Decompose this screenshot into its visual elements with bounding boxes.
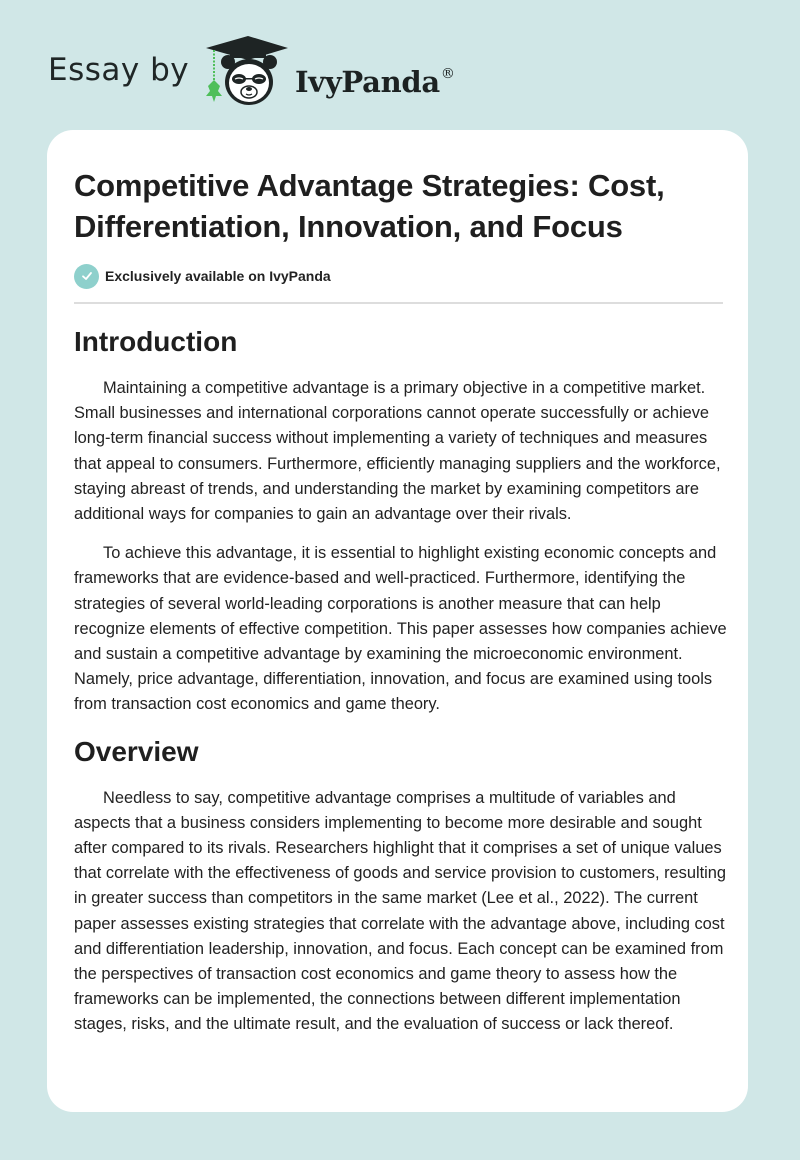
- title-divider: [74, 302, 723, 304]
- section-heading: Overview: [74, 735, 199, 767]
- article-body: [74, 322, 729, 1052]
- registered-mark: ®: [440, 66, 455, 82]
- essay-by-label: Essay by: [48, 52, 190, 88]
- section-heading: Introduction: [74, 326, 238, 357]
- section-introduction: [74, 322, 729, 718]
- panda-graduation-cap-icon[interactable]: [200, 36, 292, 108]
- paragraph: To achieve this advantage, it is essential to highlight existing economic concepts and frameworks that are evidence-based and well-practiced. Furthermore, identifying the strategies of several world-leading corporations is another measure that can help recognize elements of effective competition. This paper assesses how companies achieve and sustain a competitive advantage by examining the microeconomic environment. Namely, price advantage, differentiation, innovation, and focus are examined using tools from transaction cost economics and game theory.: [74, 544, 727, 714]
- exclusive-badge: [74, 263, 331, 289]
- paragraph: Needless to say, competitive advantage comprises a multitude of variables and aspects that a business considers implementing to become more desirable and sought after compared to its rivals. Researchers highlight that it comprises a set of unique values that correlate with the effectiveness of goods and service provision to customers, resulting in greater success than competitors in the same market (Lee et al., 2022). The current paper assesses existing strategies that correlate with the advantage above, including cost and differentiation leadership, innovation, and focus. Each concept can be examined from the perspectives of transaction cost economics and game theory to assess how the frameworks can be implemented, the connections between different implementation stages, risks, and the ultimate result, and the evaluation of success or lack thereof.: [74, 788, 727, 1034]
- exclusive-badge-text: Exclusively available on IvyPanda: [105, 268, 331, 284]
- section-overview: [74, 732, 729, 1038]
- paragraph: Maintaining a competitive advantage is a primary objective in a competitive market. Small businesses and international corporations cannot operate successfully or achieve long-term financial success without implementing a variety of techniques and measures that appeal to consumers. Furthermore, efficiently managing suppliers and the workforce, staying abreast of trends, and understanding the market by examining competitors are additional ways for companies to gain an advantage over their rivals.: [74, 379, 721, 524]
- check-circle-icon: [74, 264, 99, 289]
- article-card: [47, 130, 748, 1112]
- brand-name: IvyPanda: [295, 65, 440, 99]
- article-title: Competitive Advantage Strategies: Cost, Differentiation, Innovation, and Focus: [74, 168, 665, 244]
- site-header: [0, 0, 800, 130]
- brand-logo-text[interactable]: [295, 54, 455, 102]
